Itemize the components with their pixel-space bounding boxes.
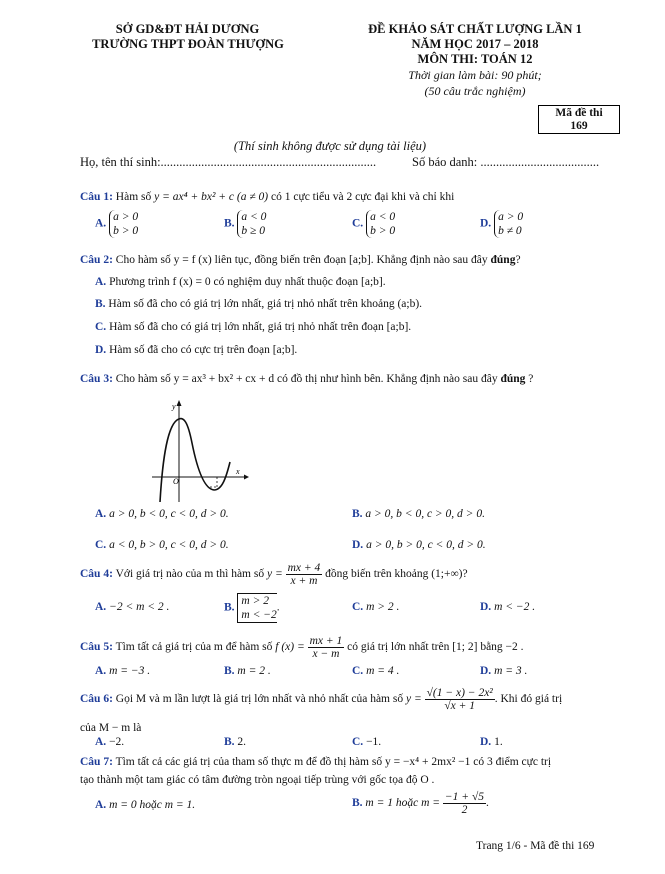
question-text: Tìm tất cả giá trị của m để hàm số [115,641,273,654]
denominator: x − m [312,648,340,660]
option-text: −1. [366,736,382,748]
question-label: Câu 4: [80,568,113,581]
question-text: có 1 cực tiểu và 2 cực đại khi và chỉ khi [271,191,455,203]
question-tail: ? [528,373,534,385]
option-letter: B. [352,797,363,810]
option-text: m = 3 . [494,665,528,677]
exam-code-value: 169 [570,120,588,132]
option-c[interactable] [352,665,399,677]
origin-label: O [173,477,179,486]
option-c[interactable] [95,539,229,551]
x-axis-arrow [244,475,249,480]
question-text: đồng biến trên khoảng (1;+∞)? [325,568,468,581]
numerator: mx + 1 [309,635,343,647]
bracket-system [237,593,276,623]
question-text: Tìm tất cả các giá trị của tham số thực m để đồ thị hàm số y = −x⁴ + 2mx² −1 có 3 điểm cực trị [115,756,552,768]
option-letter: B. [224,217,235,230]
question-count: (50 câu trắc nghiệm) [424,84,526,98]
question-1 [80,191,454,203]
cubic-graph [150,398,250,502]
system-line: a > 0 [498,211,524,223]
exam-code-box [538,105,620,134]
notice: (Thí sinh không được sử dụng tài liệu) [233,139,427,153]
option-d[interactable] [352,539,486,551]
system-line: b ≥ 0 [241,225,265,237]
candidate-id-field: Số báo danh: ...................................... [412,155,600,169]
exam-title: ĐỀ KHẢO SÁT CHẤT LƯỢNG LẦN 1 [368,22,582,36]
question-3 [80,373,533,385]
numerator: mx + 4 [287,562,321,574]
option-letter: A. [95,736,107,748]
duration: Thời gian làm bài: 90 phút; [408,68,542,82]
system-line: a > 0 [113,211,139,223]
frac-lhs: f (x) = [275,641,305,654]
option-letter: D. [352,539,364,551]
option-b[interactable] [224,210,266,238]
option-letter: A. [95,217,107,230]
option-letter: B. [224,665,235,677]
option-text: m = 2 . [237,665,271,677]
denominator: 2 [461,804,468,816]
option-b[interactable] [224,665,271,677]
option-letter: C. [95,321,107,333]
option-letter: A. [95,276,107,288]
option-text: 2. [237,736,247,748]
option-a[interactable] [95,736,124,748]
subject: MÔN THI: TOÁN 12 [417,52,533,66]
question-7-line2: tạo thành một tam giác có tâm đường tròn ngoại tiếp trùng với gốc tọa độ O . [80,774,435,786]
option-text: a < 0, b > 0, c < 0, d > 0. [109,539,229,551]
option-letter: A. [95,799,107,811]
question-label: Câu 5: [80,641,113,654]
option-text: m = 0 hoặc m = 1. [109,799,196,811]
option-letter: D. [480,217,492,230]
y-axis-label: y [172,402,176,411]
brace-system [494,210,523,238]
question-label: Câu 2: [80,254,113,266]
option-a[interactable] [95,276,386,288]
question-text: Hàm số [115,191,152,203]
option-letter: C. [352,736,364,748]
option-text: Hàm số đã cho có cực trị trên đoạn [a;b]. [109,344,298,356]
question-2 [80,254,521,266]
option-letter: D. [480,601,492,613]
question-text: có giá trị lớn nhất trên [1; 2] bằng −2 . [347,641,524,654]
emphasis: đúng [490,254,516,266]
question-5 [80,635,524,660]
cubic-curve [160,419,230,502]
fraction [308,635,345,660]
option-letter: B. [95,298,106,310]
option-text: m = 1 hoặc m = [365,797,441,810]
system-line: a < 0 [241,211,267,223]
option-d[interactable] [95,344,297,356]
brace-system [366,210,395,238]
numerator: −1 + √5 [444,791,485,803]
exam-code-label: Mã đề thi [555,107,603,119]
option-text: m = 4 . [366,665,400,677]
question-4 [80,562,468,587]
frac-lhs: y = [405,693,422,706]
option-text: m < −2 . [494,601,536,613]
fraction [443,791,486,816]
option-d[interactable] [480,665,527,677]
fraction [425,687,495,712]
school-name: TRƯỜNG THPT ĐOÀN THƯỢNG [92,37,284,51]
option-d[interactable] [480,210,523,238]
brace-system [109,210,138,238]
option-a[interactable] [95,508,229,520]
option-b[interactable] [224,736,246,748]
option-letter: B. [352,508,363,520]
option-b[interactable] [224,593,280,623]
option-a[interactable] [95,665,150,677]
option-c[interactable] [95,321,411,333]
question-label: Câu 7: [80,756,113,768]
option-c[interactable] [352,736,381,748]
option-text: m > 2 . [366,601,400,613]
system-line: m < −2 [241,609,277,621]
option-tail: . [486,797,489,810]
question-text: . Khi đó giá trị [494,693,563,706]
fraction [286,562,323,587]
x-axis-label: x [236,467,240,476]
question-6 [80,687,562,712]
question-expr: y = ax⁴ + bx² + c (a ≠ 0) [154,191,269,203]
option-a[interactable] [95,799,195,811]
option-d[interactable] [480,601,535,613]
option-letter: B. [224,601,235,614]
question-text: Gọi M và m lần lượt là giá trị lớn nhất và nhỏ nhất của hàm số [115,693,404,706]
system-line: a < 0 [370,211,396,223]
question-text: Cho hàm số y = ax³ + bx² + cx + d có đồ thị như hình bên. Khẳng định nào sau đây [115,373,498,385]
option-letter: C. [352,665,364,677]
system-line: m > 2 [241,595,269,607]
option-text: Hàm số đã cho có giá trị lớn nhất, giá trị nhỏ nhất trên đoạn [a;b]. [109,321,412,333]
option-letter: B. [224,736,235,748]
question-label: Câu 3: [80,373,113,385]
option-b[interactable] [352,508,485,520]
option-text: m = −3 . [109,665,151,677]
candidate-name-field: Họ, tên thí sinh:..................................................................... [80,155,377,169]
option-a[interactable] [95,601,169,613]
question-text: Cho hàm số y = f (x) liên tục, đồng biến trên đoạn [a;b]. Khẳng định nào sau đây [115,254,488,266]
option-letter: C. [352,217,364,230]
question-text: Với giá trị nào của m thì hàm số [115,568,265,581]
y-axis-arrow [177,400,182,406]
option-tail: . [276,601,280,614]
option-text: a > 0, b < 0, c < 0, d > 0. [109,508,229,520]
frac-lhs: y = [266,568,283,581]
option-text: 1. [494,736,503,748]
school-year: NĂM HỌC 2017 – 2018 [411,37,539,51]
option-letter: D. [480,736,492,748]
department-name: SỞ GD&ĐT HẢI DƯƠNG [115,22,260,36]
question-tail: ? [515,254,521,266]
question-label: Câu 6: [80,693,113,706]
question-7 [80,756,551,768]
question-6-line2: của M − m là [80,722,142,734]
option-b[interactable] [352,791,489,816]
option-b[interactable] [95,298,422,310]
denominator: √x + 1 [444,700,476,712]
option-text: Phương trình f (x) = 0 có nghiệm duy nhất thuộc đoạn [a;b]. [109,276,386,288]
option-letter: A. [95,508,107,520]
numerator: √(1 − x) − 2x² [426,687,493,699]
option-text: Hàm số đã cho có giá trị lớn nhất, giá trị nhỏ nhất trên khoảng (a;b). [108,298,423,310]
denominator: x + m [290,575,318,587]
system-line: b ≠ 0 [498,225,522,237]
option-letter: D. [480,665,492,677]
option-a[interactable] [95,210,138,238]
option-text: −2 < m < 2 . [109,601,170,613]
brace-system [237,210,266,238]
system-line: b > 0 [113,225,139,237]
system-line: b > 0 [370,225,396,237]
question-label: Câu 1: [80,191,113,203]
option-text: a > 0, b < 0, c > 0, d > 0. [365,508,485,520]
option-letter: C. [352,601,364,613]
option-c[interactable] [352,601,399,613]
option-d[interactable] [480,736,503,748]
option-letter: D. [95,344,107,356]
option-letter: A. [95,601,107,613]
option-text: −2. [109,736,125,748]
option-letter: A. [95,665,107,677]
page-footer: Trang 1/6 - Mã đề thi 169 [476,840,595,852]
option-letter: C. [95,539,107,551]
option-c[interactable] [352,210,395,238]
option-text: a > 0, b > 0, c < 0, d > 0. [366,539,486,551]
emphasis: đúng [500,373,526,385]
